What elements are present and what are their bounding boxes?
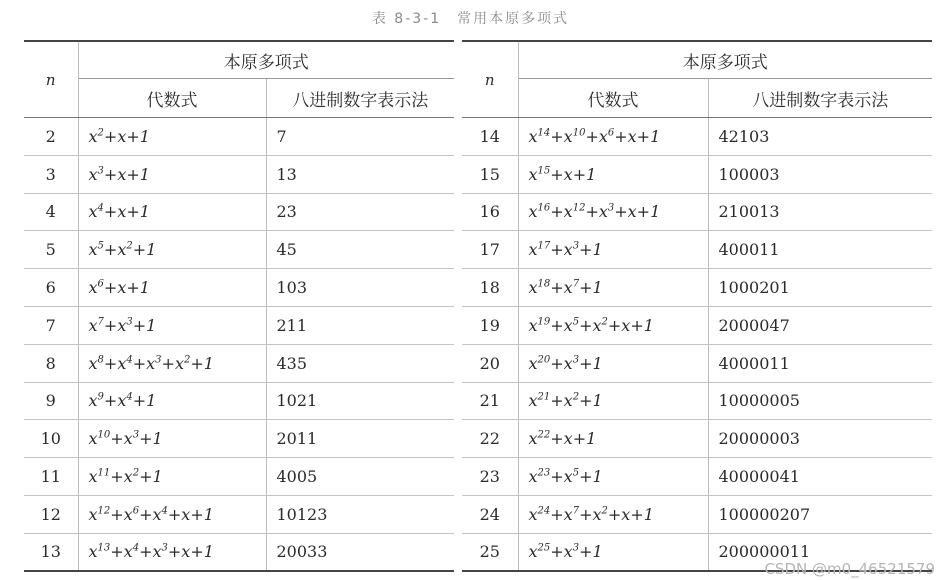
poly-term: +x xyxy=(139,504,162,524)
table-row xyxy=(462,420,932,458)
poly-term: +x xyxy=(550,202,573,222)
poly-term: +1 xyxy=(579,353,603,373)
poly-term: +x+1 xyxy=(103,126,150,146)
degree-cell: 22 xyxy=(462,420,518,458)
octal-cell: 13 xyxy=(266,155,454,193)
poly-term: x xyxy=(528,467,538,487)
octal-cell: 45 xyxy=(266,231,454,269)
poly-term: +x+1 xyxy=(607,315,654,335)
poly-exponent: 3 xyxy=(607,203,615,215)
poly-term: x xyxy=(528,164,538,184)
poly-term: +x xyxy=(550,353,573,373)
algebraic-cell xyxy=(518,155,708,193)
poly-exponent: 8 xyxy=(97,354,104,366)
degree-cell: 10 xyxy=(24,420,78,458)
poly-term: +x xyxy=(550,240,573,260)
primitive-polynomial-header: 本原多项式 xyxy=(518,41,932,79)
degree-cell: 24 xyxy=(462,495,518,533)
degree-cell: 2 xyxy=(24,118,78,156)
poly-term: +x+1 xyxy=(167,504,214,524)
octal-cell: 210013 xyxy=(708,193,932,231)
octal-cell: 20033 xyxy=(266,533,454,571)
octal-cell: 42103 xyxy=(708,118,932,156)
poly-term: x xyxy=(528,504,538,524)
algebraic-cell xyxy=(78,269,266,307)
poly-exponent: 5 xyxy=(572,467,580,479)
octal-cell: 4000011 xyxy=(708,344,932,382)
poly-exponent: 5 xyxy=(572,316,580,328)
degree-cell: 21 xyxy=(462,382,518,420)
poly-exponent: 3 xyxy=(161,543,168,555)
degree-cell: 25 xyxy=(462,533,518,571)
poly-term: +x xyxy=(579,504,602,524)
degree-cell: 9 xyxy=(24,382,78,420)
algebraic-cell xyxy=(78,420,266,458)
table-row xyxy=(462,193,932,231)
poly-exponent: 2 xyxy=(183,354,191,366)
poly-term: x xyxy=(528,542,538,562)
poly-term: +x+1 xyxy=(103,278,150,298)
poly-exponent: 7 xyxy=(572,278,580,290)
poly-exponent: 3 xyxy=(132,429,140,441)
table-row xyxy=(24,458,454,496)
table-row xyxy=(24,382,454,420)
n-column-header: n xyxy=(24,41,78,118)
degree-cell: 5 xyxy=(24,231,78,269)
poly-term: +1 xyxy=(579,542,603,562)
poly-exponent: 24 xyxy=(537,505,551,517)
poly-term: +x+1 xyxy=(167,542,214,562)
octal-cell: 2000047 xyxy=(708,306,932,344)
poly-exponent: 16 xyxy=(537,203,551,215)
poly-term: x xyxy=(528,315,538,335)
table-row xyxy=(462,231,932,269)
poly-exponent: 3 xyxy=(572,543,580,555)
poly-exponent: 11 xyxy=(97,467,111,479)
algebraic-cell xyxy=(518,344,708,382)
degree-cell: 19 xyxy=(462,306,518,344)
poly-term: x xyxy=(528,240,538,260)
algebraic-cell xyxy=(518,495,708,533)
degree-cell: 18 xyxy=(462,269,518,307)
poly-exponent: 7 xyxy=(572,505,580,517)
algebraic-cell xyxy=(518,420,708,458)
table-row xyxy=(24,155,454,193)
octal-cell: 23 xyxy=(266,193,454,231)
poly-term: +1 xyxy=(132,315,157,335)
poly-term: x xyxy=(528,278,538,298)
table-row xyxy=(24,533,454,571)
poly-term: x xyxy=(528,391,538,411)
poly-term: +x xyxy=(579,315,602,335)
poly-exponent: 6 xyxy=(97,278,104,290)
table-right-half xyxy=(462,40,932,572)
algebraic-cell xyxy=(78,231,266,269)
poly-exponent: 4 xyxy=(161,505,168,517)
poly-term: x xyxy=(528,353,538,373)
octal-cell: 10000005 xyxy=(708,382,932,420)
poly-exponent: 4 xyxy=(132,543,140,555)
poly-term: x xyxy=(528,126,538,146)
poly-term: +1 xyxy=(132,240,157,260)
poly-exponent: 4 xyxy=(97,203,104,215)
table-row xyxy=(24,231,454,269)
poly-term: +x xyxy=(585,202,608,222)
poly-term: x xyxy=(88,126,98,146)
poly-exponent: 25 xyxy=(537,543,551,555)
poly-exponent: 10 xyxy=(572,127,586,139)
table-caption: 表 8-3-1 常用本原多项式 xyxy=(371,11,570,27)
poly-exponent: 22 xyxy=(537,429,551,441)
poly-term: +x xyxy=(139,542,162,562)
poly-term: +x xyxy=(110,429,133,449)
poly-term: x xyxy=(88,542,98,562)
table-row xyxy=(462,269,932,307)
degree-cell: 4 xyxy=(24,193,78,231)
poly-exponent: 21 xyxy=(537,392,551,404)
poly-term: +x+1 xyxy=(550,429,597,449)
poly-term: +x xyxy=(103,391,127,411)
poly-term: x xyxy=(88,467,98,487)
octal-cell: 400011 xyxy=(708,231,932,269)
degree-cell: 12 xyxy=(24,495,78,533)
table-row xyxy=(24,306,454,344)
poly-exponent: 2 xyxy=(126,240,133,252)
table-row xyxy=(462,118,932,156)
poly-exponent: 3 xyxy=(97,165,104,177)
table-row xyxy=(24,420,454,458)
table-row xyxy=(462,155,932,193)
octal-column-header: 八进制数字表示法 xyxy=(266,79,454,118)
octal-cell: 20000003 xyxy=(708,420,932,458)
algebraic-cell xyxy=(78,344,266,382)
poly-term: x xyxy=(88,240,98,260)
algebraic-cell xyxy=(78,193,266,231)
poly-term: +x xyxy=(110,504,133,524)
primitive-polynomial-header: 本原多项式 xyxy=(78,41,454,79)
poly-term: +x xyxy=(132,353,156,373)
degree-cell: 11 xyxy=(24,458,78,496)
poly-term: +x xyxy=(110,467,133,487)
octal-cell: 1000201 xyxy=(708,269,932,307)
degree-cell: 7 xyxy=(24,306,78,344)
poly-exponent: 2 xyxy=(601,316,608,328)
poly-term: +x xyxy=(550,315,573,335)
table-row xyxy=(24,193,454,231)
poly-term: +x xyxy=(550,278,573,298)
degree-cell: 16 xyxy=(462,193,518,231)
poly-term: +1 xyxy=(579,240,603,260)
poly-term: x xyxy=(88,504,98,524)
algebraic-cell xyxy=(518,306,708,344)
poly-term: +x+1 xyxy=(607,504,654,524)
algebraic-cell xyxy=(78,155,266,193)
primitive-polynomial-table xyxy=(24,40,930,566)
poly-exponent: 10 xyxy=(97,429,111,441)
table-row xyxy=(462,344,932,382)
algebraic-cell xyxy=(78,306,266,344)
poly-term: +1 xyxy=(579,467,603,487)
poly-exponent: 6 xyxy=(132,505,140,517)
poly-term: +x+1 xyxy=(103,164,150,184)
poly-term: +x xyxy=(110,542,133,562)
degree-cell: 17 xyxy=(462,231,518,269)
poly-term: +x xyxy=(550,391,573,411)
poly-exponent: 9 xyxy=(97,392,104,404)
algebraic-cell xyxy=(518,458,708,496)
poly-exponent: 2 xyxy=(572,392,580,404)
poly-term: +x xyxy=(103,353,127,373)
degree-cell: 3 xyxy=(24,155,78,193)
algebraic-cell xyxy=(518,533,708,571)
table-row xyxy=(462,495,932,533)
poly-exponent: 17 xyxy=(537,240,551,252)
octal-cell: 100003 xyxy=(708,155,932,193)
table-row xyxy=(24,495,454,533)
poly-exponent: 12 xyxy=(97,505,111,517)
poly-term: +x+1 xyxy=(614,126,661,146)
poly-exponent: 2 xyxy=(97,127,104,139)
poly-term: +1 xyxy=(190,353,214,373)
degree-cell: 13 xyxy=(24,533,78,571)
poly-exponent: 2 xyxy=(601,505,608,517)
poly-exponent: 7 xyxy=(97,316,104,328)
octal-cell: 435 xyxy=(266,344,454,382)
octal-cell: 1021 xyxy=(266,382,454,420)
algebraic-cell xyxy=(518,231,708,269)
octal-cell: 100000207 xyxy=(708,495,932,533)
poly-term: x xyxy=(528,202,538,222)
poly-term: +x xyxy=(585,126,608,146)
poly-exponent: 14 xyxy=(537,127,551,139)
octal-cell: 4005 xyxy=(266,458,454,496)
poly-term: x xyxy=(88,315,98,335)
poly-exponent: 3 xyxy=(126,316,133,328)
poly-term: +x xyxy=(161,353,184,373)
poly-term: +x+1 xyxy=(614,202,661,222)
algebraic-cell xyxy=(78,382,266,420)
poly-term: +x xyxy=(550,542,573,562)
algebraic-cell xyxy=(78,118,266,156)
degree-cell: 15 xyxy=(462,155,518,193)
algebraic-cell xyxy=(518,193,708,231)
poly-exponent: 19 xyxy=(537,316,551,328)
degree-cell: 8 xyxy=(24,344,78,382)
poly-exponent: 23 xyxy=(537,467,551,479)
octal-cell: 10123 xyxy=(266,495,454,533)
octal-cell: 200000011 xyxy=(708,533,932,571)
degree-cell: 23 xyxy=(462,458,518,496)
table-body-left xyxy=(24,118,454,572)
poly-term: x xyxy=(88,164,98,184)
poly-term: +x xyxy=(550,504,573,524)
poly-exponent: 12 xyxy=(572,203,586,215)
table-row xyxy=(24,118,454,156)
table-body-right xyxy=(462,118,932,572)
degree-cell: 14 xyxy=(462,118,518,156)
poly-exponent: 4 xyxy=(126,354,133,366)
poly-exponent: 15 xyxy=(537,165,551,177)
algebraic-cell xyxy=(78,533,266,571)
table-row xyxy=(24,269,454,307)
algebraic-cell xyxy=(518,382,708,420)
poly-term: x xyxy=(88,202,98,222)
poly-exponent: 13 xyxy=(97,543,111,555)
n-column-header: n xyxy=(462,41,518,118)
octal-cell: 103 xyxy=(266,269,454,307)
table-row xyxy=(24,344,454,382)
poly-exponent: 3 xyxy=(572,354,580,366)
table-row xyxy=(462,458,932,496)
algebraic-cell xyxy=(78,458,266,496)
poly-term: +x+1 xyxy=(103,202,150,222)
poly-exponent: 3 xyxy=(572,240,580,252)
octal-cell: 211 xyxy=(266,306,454,344)
poly-exponent: 20 xyxy=(537,354,551,366)
degree-cell: 20 xyxy=(462,344,518,382)
poly-term: +x+1 xyxy=(550,164,597,184)
poly-term: +1 xyxy=(139,467,163,487)
octal-cell: 40000041 xyxy=(708,458,932,496)
poly-term: x xyxy=(88,391,98,411)
algebraic-column-header: 代数式 xyxy=(518,79,708,118)
watermark: CSDN @m0_46521579 xyxy=(764,560,935,578)
poly-exponent: 2 xyxy=(132,467,140,479)
table-row xyxy=(462,306,932,344)
poly-term: +1 xyxy=(139,429,163,449)
poly-term: +x xyxy=(550,126,573,146)
octal-cell: 7 xyxy=(266,118,454,156)
poly-exponent: 5 xyxy=(97,240,104,252)
octal-column-header: 八进制数字表示法 xyxy=(708,79,932,118)
poly-term: +1 xyxy=(579,278,603,298)
poly-term: +1 xyxy=(579,391,603,411)
table-row xyxy=(462,382,932,420)
poly-term: x xyxy=(88,429,98,449)
poly-term: x xyxy=(88,278,98,298)
table-left-half xyxy=(24,40,454,572)
poly-term: +x xyxy=(550,467,573,487)
poly-exponent: 6 xyxy=(607,127,615,139)
poly-exponent: 3 xyxy=(155,354,162,366)
degree-cell: 6 xyxy=(24,269,78,307)
poly-term: x xyxy=(88,353,98,373)
algebraic-cell xyxy=(518,118,708,156)
poly-exponent: 18 xyxy=(537,278,551,290)
algebraic-column-header: 代数式 xyxy=(78,79,266,118)
algebraic-cell xyxy=(518,269,708,307)
octal-cell: 2011 xyxy=(266,420,454,458)
poly-term: +x xyxy=(103,315,127,335)
poly-exponent: 4 xyxy=(126,392,133,404)
poly-term: x xyxy=(528,429,538,449)
algebraic-cell xyxy=(78,495,266,533)
poly-term: +x xyxy=(103,240,127,260)
poly-term: +1 xyxy=(132,391,157,411)
